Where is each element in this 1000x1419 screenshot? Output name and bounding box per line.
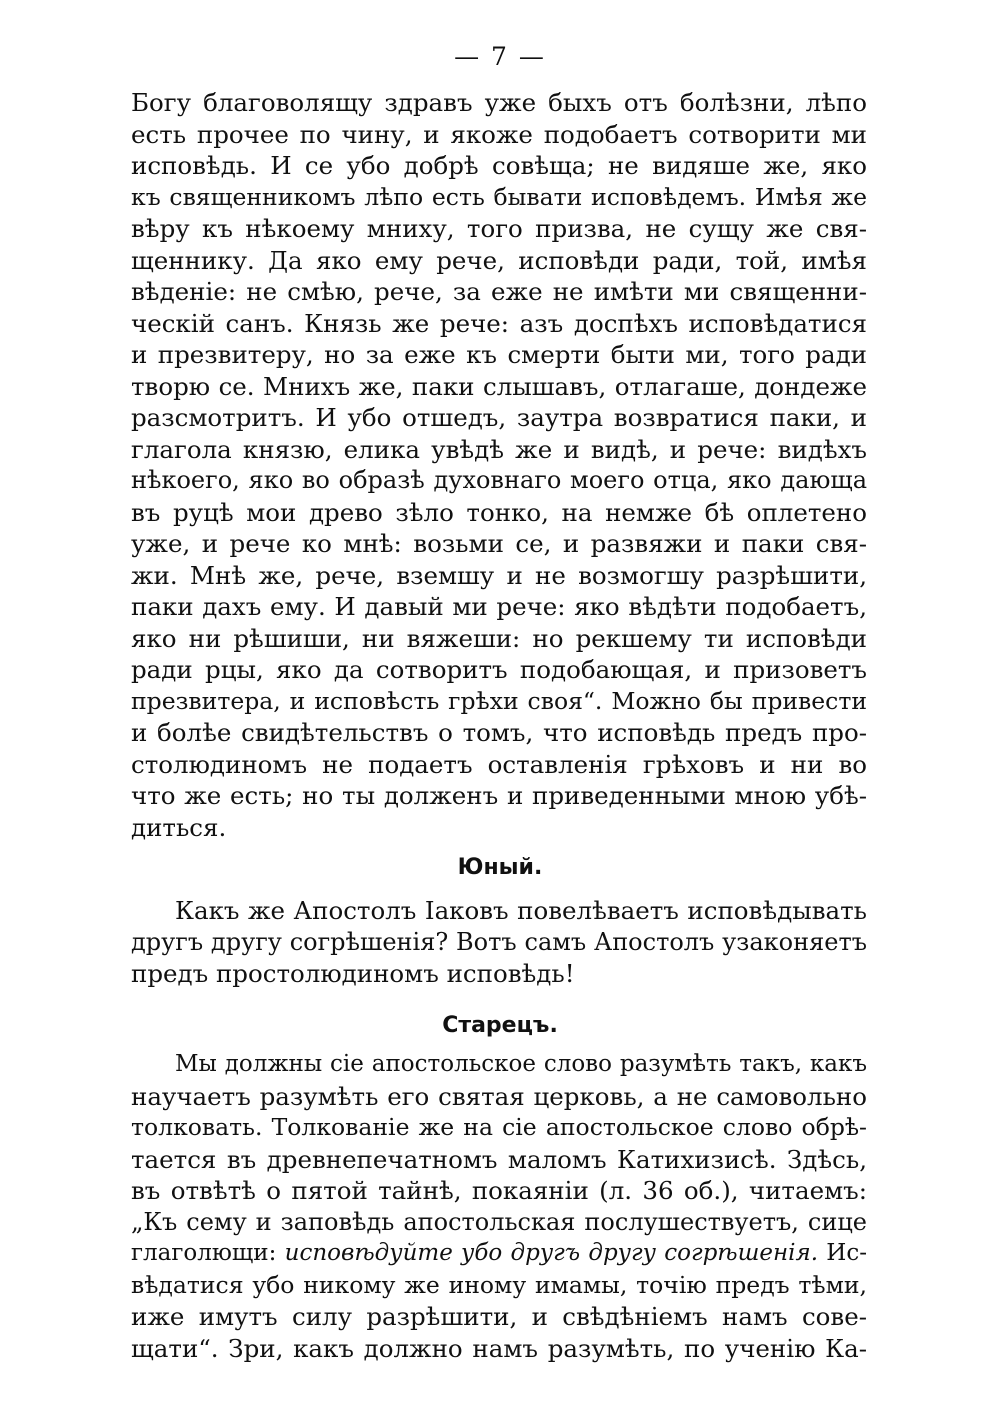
text-line: и болѣе свидѣтельствъ о томъ, что исповѣдь предъ про- [131,718,867,747]
text-line: вѣдатися убо никому же иному имамы, точію предъ тѣми, [131,1270,867,1299]
text-line: исповѣдь. И се убо добрѣ совѣща; не видяше же, яко [131,151,867,180]
text-line: къ священникомъ лѣпо есть бывати исповѣдемъ. Имѣя же [131,182,867,211]
text-line: щати“. Зри, какъ должно намъ разумѣть, по ученію Ка- [131,1333,867,1363]
text-line: другъ другу согрѣшенія? Вотъ самъ Апостолъ узаконяетъ [131,927,867,956]
text-line: въ руцѣ мои древо зѣло тонко, на немже бѣ оплетено [131,497,867,527]
text-line: тается въ древнепечатномъ маломъ Катихизисѣ. Здѣсь, [131,1144,867,1174]
text-line: яко ни рѣшиши, ни вяжеши: но рекшему ти исповѣди [131,623,867,653]
text-line: Какъ же Апостолъ Іаковъ повелѣваетъ исповѣдывать [175,896,867,925]
page-number: — 7 — [454,42,546,71]
scripture-quote: исповѣдуйте убо другъ другу согрѣшенія. [284,1240,819,1266]
paragraph-elder [131,1049,867,1364]
text-line: презвитера, и исповѣсть грѣхи своя“. Можно бы привести [131,686,867,715]
text-line: творю се. Мнихъ же, паки слышавъ, отлагаше, дондеже [131,371,867,401]
text-line: щеннику. Да яко ему рече, исповѣди ради, той, имѣя [131,245,867,275]
text-line: научаетъ разумѣть его святая церковь, а не самовольно [131,1081,867,1111]
text-line: и презвитеру, но за еже къ смерти быти ми, того ради [131,340,867,369]
text-line: предъ простолюдиномъ исповѣдь! [131,959,575,988]
paragraph-young [131,895,867,990]
text-line: толковать. Толкованіе же на сіе апостольское слово обрѣ- [131,1113,867,1141]
paragraph-elder-continuation [131,87,867,843]
text-line: жи. Мнѣ же, рече, вземшу и не возмогшу разрѣшити, [131,560,867,590]
text-line: Мы должны сіе апостольское слово разумѣть такъ, какъ [175,1051,867,1077]
text-line: Богу благоволящу здравъ уже быхъ отъ болѣзни, лѣпо [131,88,867,117]
text-line: „Къ сему и заповѣдь апостольская послушествуетъ, сице [131,1207,867,1236]
text-line: ческій санъ. Князь же рече: азъ доспѣхъ исповѣдатися [131,308,867,338]
text-line: есть прочее по чину, и якоже подобаетъ сотворити ми [131,119,867,149]
text-line: глагола князю, елика увѣдѣ же и видѣ, и рече: видѣхъ [131,434,867,464]
text-line: уже, и рече ко мнѣ: возьми се, и развяжи и паки свя- [131,529,867,558]
speaker-heading-young: Юный. [457,855,543,880]
speaker-heading-elder: Старецъ. [442,1013,558,1038]
text-line: что же есть; но ты долженъ и приведенными мною убѣ- [131,781,867,810]
text-fragment: Ис- [818,1240,867,1266]
text-line: нѣкоего, яко во образѣ духовнаго моего отца, яко дающа [131,466,867,494]
text-line: паки дахъ ему. И давый ми рече: яко вѣдѣти подобаетъ, [131,592,867,621]
text-line: вѣру къ нѣкоему мниху, того призва, не сущу же свя- [131,214,867,243]
text-line: иже имутъ силу разрѣшити, и свѣдѣніемъ намъ сове- [131,1302,867,1331]
text-fragment: глаголющи: [131,1240,285,1266]
text-line: въ отвѣтѣ о пятой тайнѣ, покаяніи (л. 36 об.), читаемъ: [131,1176,867,1205]
text-line: вѣденіе: не смѣю, рече, за еже не имѣти ми священни- [131,277,867,306]
text-line: диться. [131,812,227,842]
text-line: ради рцы, яко да сотворитъ подобающая, и призоветъ [131,655,867,684]
text-line: разсмотритъ. И убо отшедъ, заутра возвратися паки, и [131,403,867,432]
text-line-with-quote [131,1238,867,1270]
text-line: столюдиномъ не подаетъ оставленія грѣховъ и ни во [131,749,867,779]
